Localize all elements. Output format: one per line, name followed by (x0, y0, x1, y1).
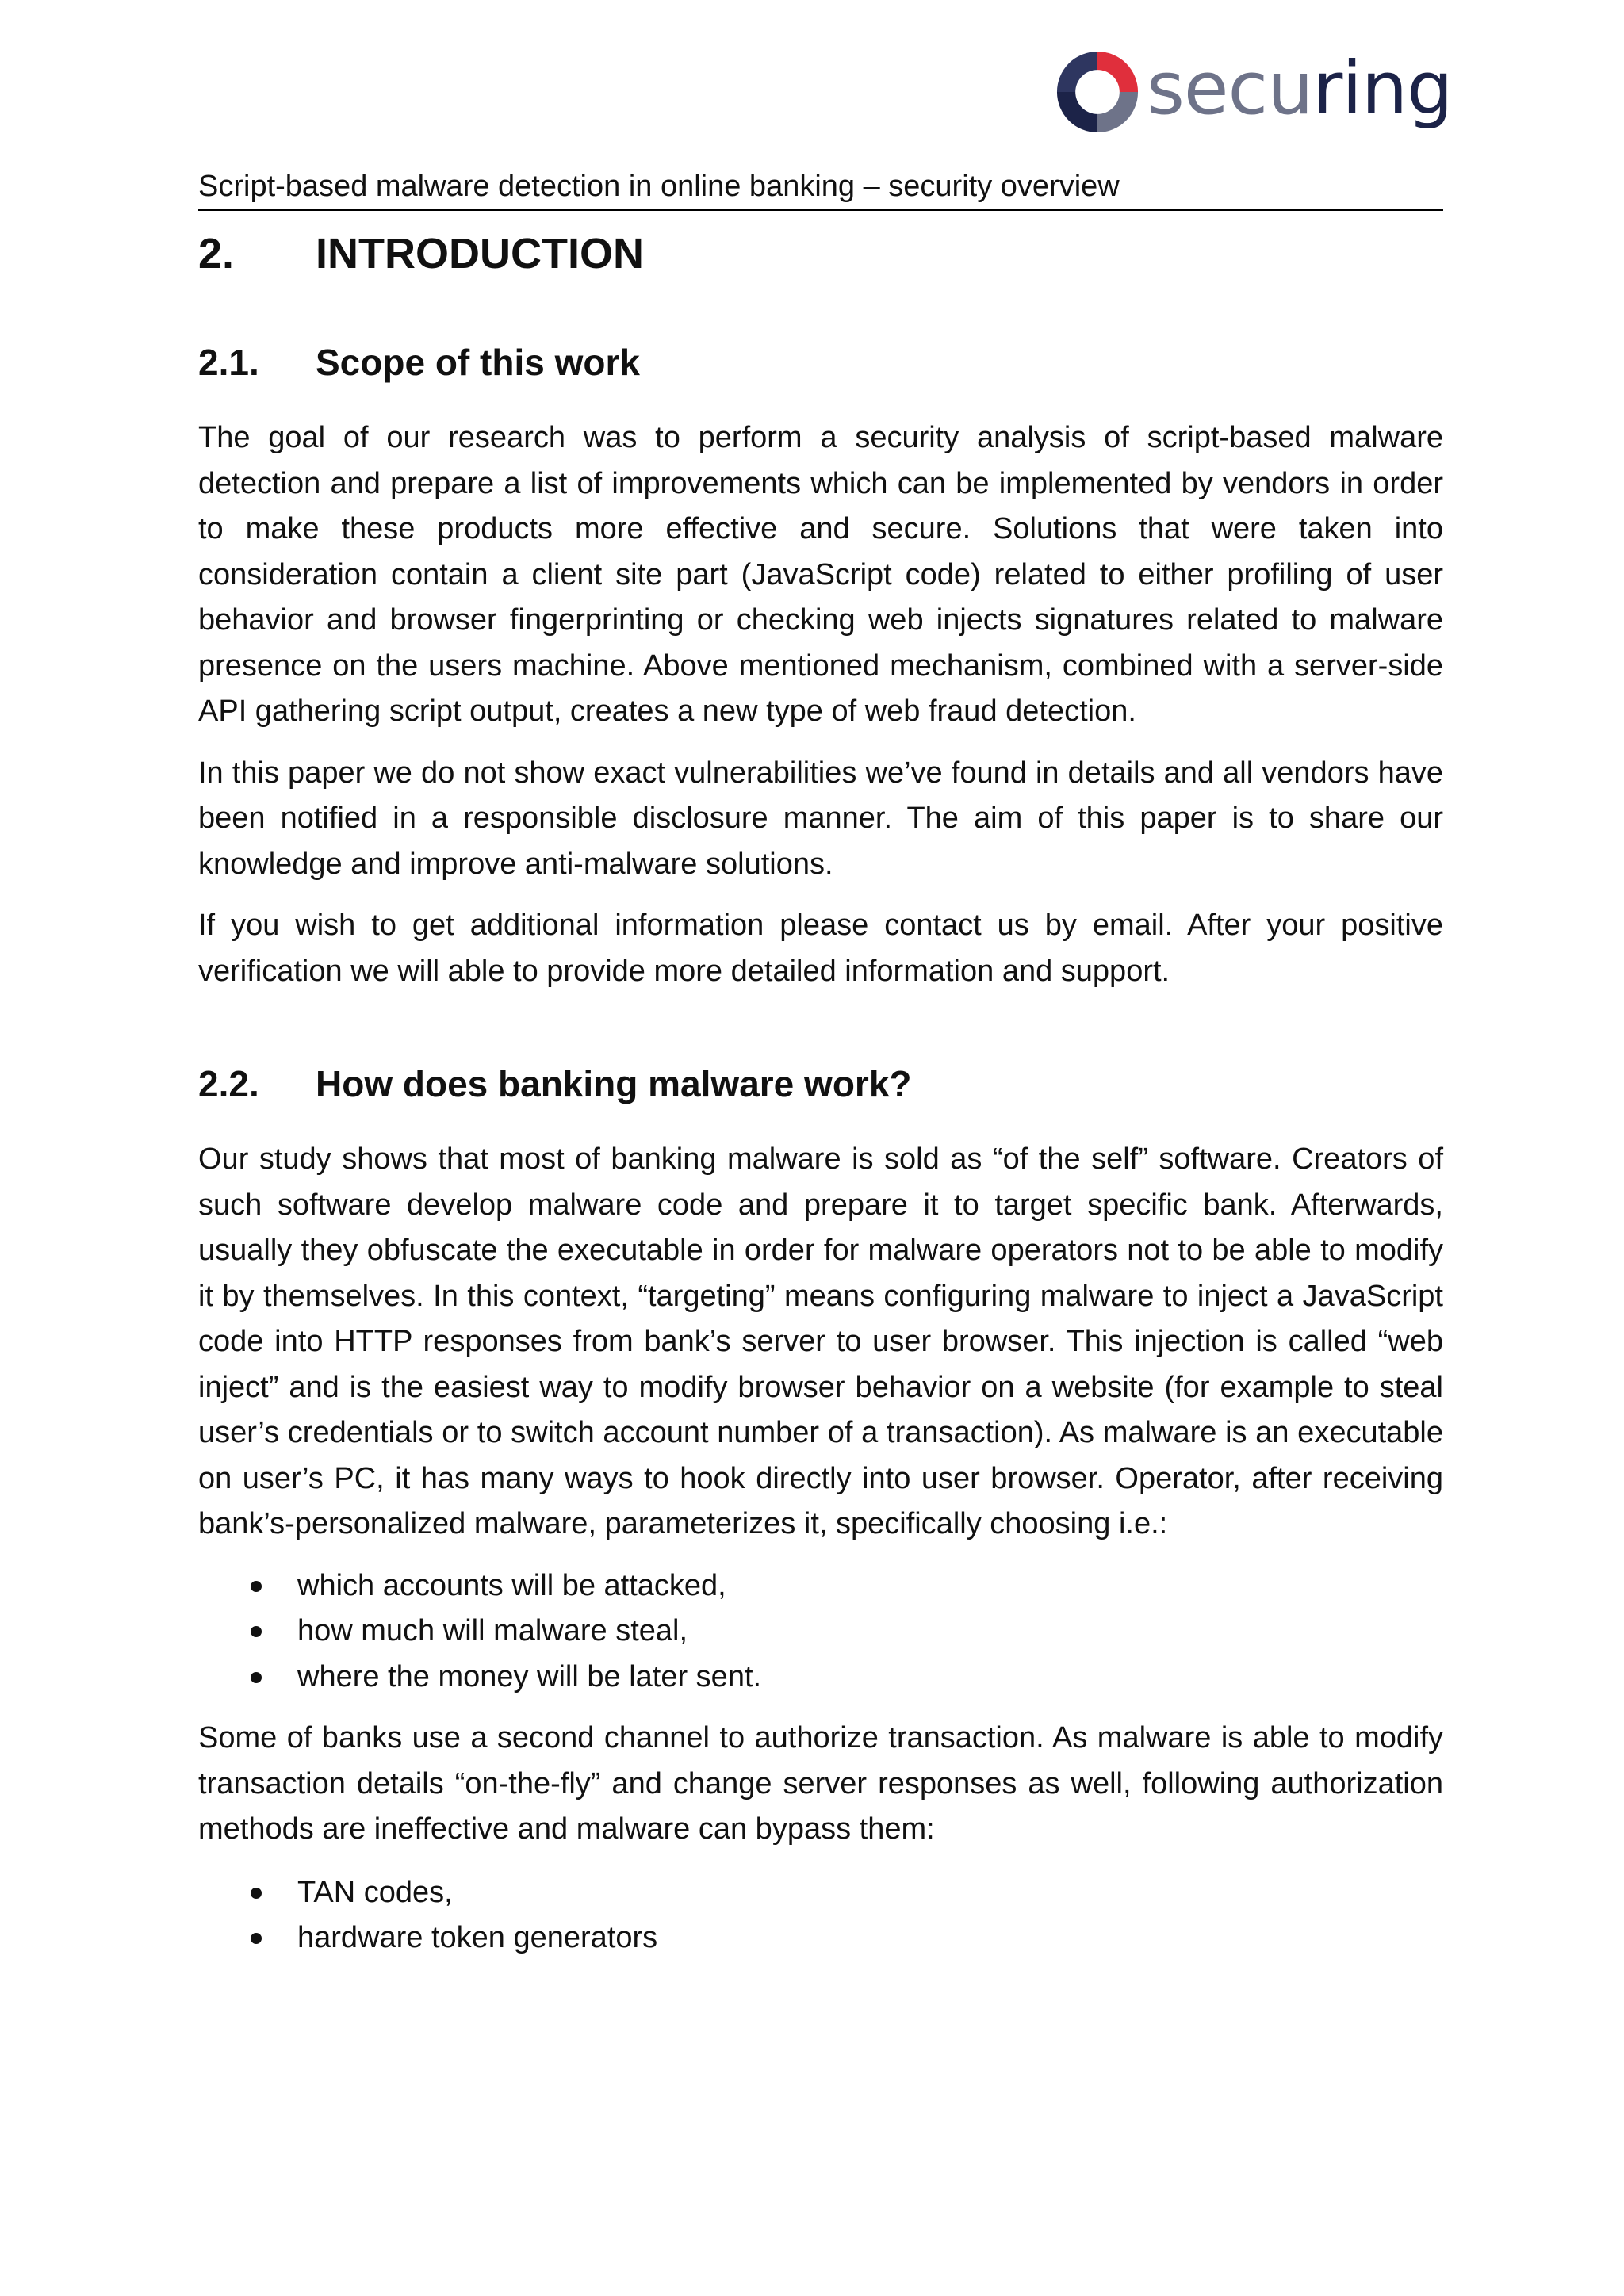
list-item (198, 1915, 1443, 1961)
list-item-text: hardware token generators (297, 1921, 658, 1954)
subsection-heading-2-1 (198, 335, 1443, 390)
page-content (198, 220, 1443, 1977)
list-item (198, 1870, 1443, 1916)
running-header: Script-based malware detection in online banking – security overview (198, 163, 1443, 211)
list-item-text: which accounts will be attacked, (297, 1568, 726, 1602)
list-item-text: where the money will be later sent. (297, 1659, 762, 1693)
logo-text-part1: secu (1147, 46, 1313, 131)
securing-ring-icon (1051, 46, 1143, 138)
section-title: INTRODUCTION (316, 230, 644, 277)
paragraph: If you wish to get additional information please contact us by email. After your positive verification we will able to provide more detailed information and support. (198, 909, 1443, 988)
bullet-icon (251, 1581, 262, 1592)
bullet-list (198, 1563, 1443, 1701)
bullet-icon (251, 1933, 262, 1944)
bullet-icon (251, 1672, 262, 1683)
subsection-heading-2-2 (198, 1056, 1443, 1112)
subsection-title: How does banking malware work? (316, 1063, 912, 1104)
logo-wordmark (1147, 46, 1453, 131)
paragraph: Our study shows that most of banking malware is sold as “of the self” software. Creators of such software develop malware code and prepare it to target specific bank. Afterwards, usually they obfuscate the executable in order for malware operators not to be able to modify it by themselves. In this context, “targeting” means configuring malware to inject a JavaScript code into HTTP responses from bank’s server to user browser. This injection is called “web inject” and is the easiest way to modify browser behavior on a website (for example to steal user’s credentials or to switch account number of a transaction). As malware is an executable on user’s PC, it has many ways to hook directly into user browser. Operator, after receiving bank’s-personalized malware, parameterizes it, specifically choosing i.e.: (198, 1142, 1443, 1540)
securing-logo (1051, 44, 1453, 140)
paragraph: The goal of our research was to perform a security analysis of script-based malware detection and prepare a list of improvements which can be implemented by vendors in order to make these products more effective and secure. Solutions that were taken into consideration contain a client site part (JavaScript code) related to either profiling of user behavior and browser fingerprinting or checking web injects signatures related to malware presence on the users machine. Above mentioned mechanism, combined with a server-side API gathering script output, creates a new type of web fraud detection. (198, 421, 1443, 728)
section-heading (198, 220, 1443, 287)
bullet-icon (251, 1888, 262, 1899)
subsection-title: Scope of this work (316, 342, 640, 383)
paragraph: In this paper we do not show exact vulnerabilities we’ve found in details and all vendors have been notified in a responsible disclosure manner. The aim of this paper is to share our knowledge and improve anti-malware solutions. (198, 756, 1443, 881)
list-item (198, 1609, 1443, 1655)
bullet-icon (251, 1626, 262, 1637)
section-number: 2. (198, 230, 235, 277)
subsection-number: 2.1. (198, 342, 259, 383)
list-item-text: how much will malware steal, (297, 1614, 688, 1647)
paragraph: Some of banks use a second channel to authorize transaction. As malware is able to modify transaction details “on-the-fly” and change server responses as well, following authorization methods are ineffective and malware can bypass them: (198, 1721, 1443, 1846)
list-item (198, 1563, 1443, 1609)
bullet-list (198, 1870, 1443, 1961)
logo-text-part2: ring (1312, 46, 1453, 131)
list-item-text: TAN codes, (297, 1875, 453, 1909)
list-item (198, 1655, 1443, 1701)
subsection-number: 2.2. (198, 1063, 259, 1104)
